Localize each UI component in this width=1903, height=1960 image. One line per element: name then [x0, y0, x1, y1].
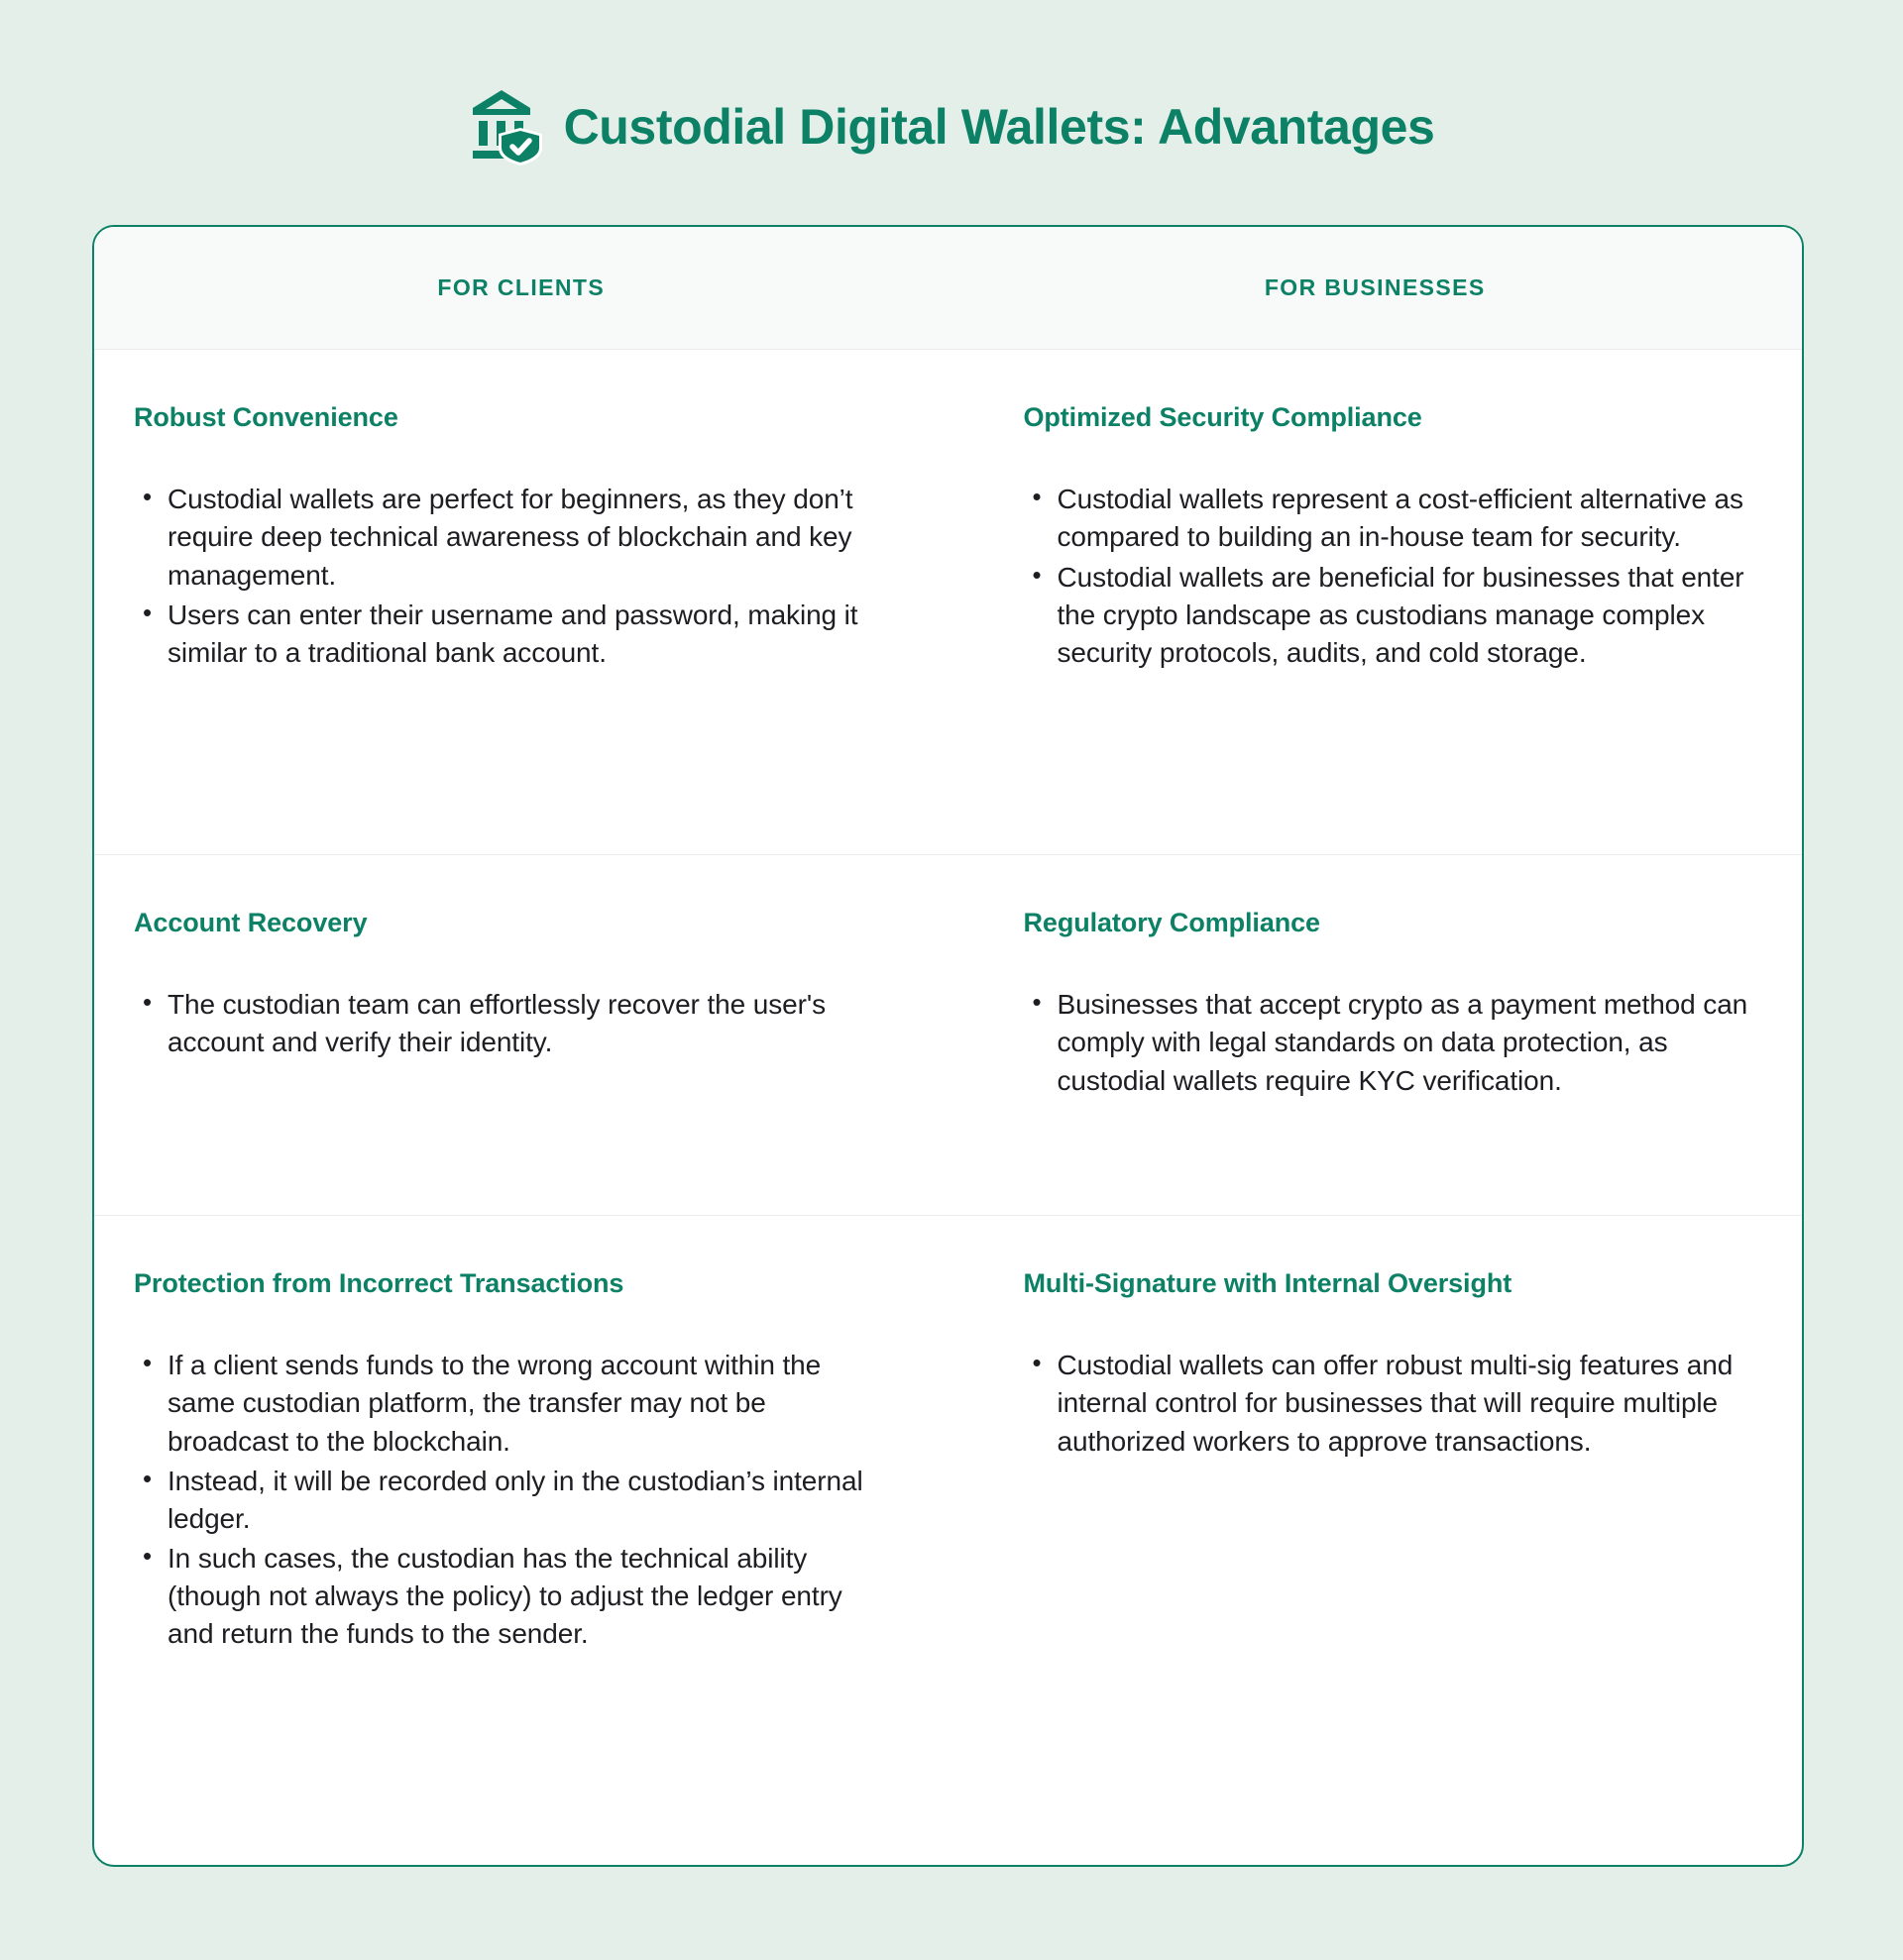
column-header-businesses: [949, 274, 1803, 301]
section-title: Regulatory Compliance: [1023, 908, 1320, 937]
section-title: Multi-Signature with Internal Oversight: [1023, 1268, 1512, 1298]
list-item: • Custodial wallets are beneficial for businesses that enter the crypto landscape as custodians manage complex security protocols, audits, and cold storage.: [1024, 559, 1767, 672]
section-title: Robust Convenience: [134, 402, 398, 432]
list-item: • In such cases, the custodian has the technical ability (though not always the policy) to adjust the ledger entry and return the funds to the sender.: [134, 1540, 893, 1653]
section-title: Optimized Security Compliance: [1023, 402, 1422, 432]
table-row: [94, 1216, 1802, 1865]
cell-clients-account-recovery: [94, 855, 949, 1215]
bullet-list: [1024, 1347, 1767, 1460]
section-title: Protection from Incorrect Transactions: [134, 1268, 624, 1298]
section-title: Account Recovery: [134, 908, 368, 937]
page-header: [0, 77, 1903, 176]
table-column-headers: [94, 227, 1802, 350]
table-body: [94, 350, 1802, 1865]
column-header-clients-label: FOR CLIENTS: [437, 274, 606, 300]
cell-clients-robust-convenience: [94, 350, 949, 854]
column-header-businesses-label: FOR BUSINESSES: [1264, 274, 1486, 300]
cell-clients-protection-from-incorrect-transactions: [94, 1216, 949, 1865]
bullet-list: [1024, 481, 1767, 671]
column-header-clients: [94, 274, 949, 301]
bullet-list: [134, 1347, 893, 1653]
list-item: • Businesses that accept crypto as a payment method can comply with legal standards on data protection, as custodial wallets require KYC verification.: [1024, 986, 1767, 1099]
page-title: Custodial Digital Wallets: Advantages: [563, 98, 1435, 155]
cell-businesses-optimized-security-compliance: [949, 350, 1803, 854]
list-item: • Instead, it will be recorded only in the custodian’s internal ledger.: [134, 1463, 893, 1538]
bullet-list: [134, 481, 893, 671]
list-item: • Custodial wallets represent a cost-efficient alternative as compared to building an in-house team for security.: [1024, 481, 1767, 556]
cell-businesses-regulatory-compliance: [949, 855, 1803, 1215]
list-item: • Users can enter their username and password, making it similar to a traditional bank account.: [134, 597, 893, 672]
list-item: • If a client sends funds to the wrong account within the same custodian platform, the transfer may not be broadcast to the blockchain.: [134, 1347, 893, 1460]
bullet-list: [1024, 986, 1767, 1099]
list-item: • Custodial wallets can offer robust multi-sig features and internal control for businesses that will require multiple authorized workers to approve transactions.: [1024, 1347, 1767, 1460]
list-item: • Custodial wallets are perfect for beginners, as they don’t require deep technical awareness of blockchain and key management.: [134, 481, 893, 594]
list-item: • The custodian team can effortlessly recover the user's account and verify their identity.: [134, 986, 893, 1061]
table-row: [94, 855, 1802, 1216]
advantages-table-card: [92, 225, 1804, 1867]
bullet-list: [134, 986, 893, 1061]
bank-shield-check-icon: [469, 88, 542, 165]
table-row: [94, 350, 1802, 855]
cell-businesses-multi-signature-with-internal-oversight: [949, 1216, 1803, 1865]
